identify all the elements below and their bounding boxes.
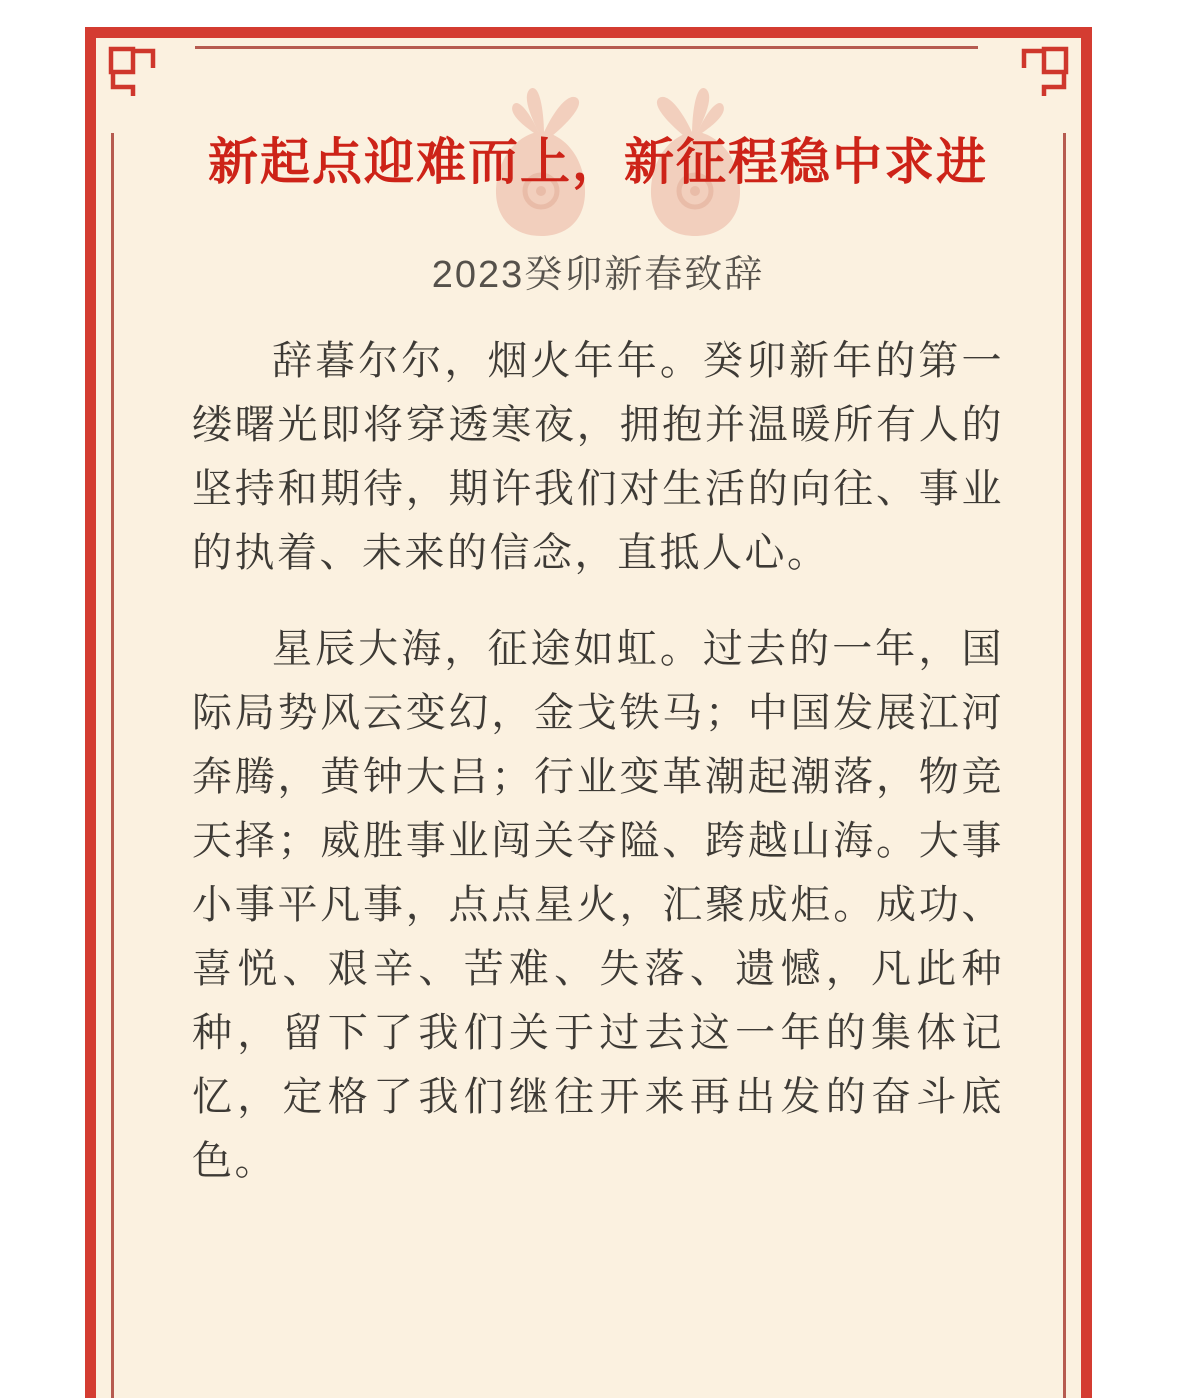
inner-border-right <box>1063 133 1066 1398</box>
body-paragraph: 星辰大海，征途如虹。过去的一年，国际局势风云变幻，金戈铁马；中国发展江河奔腾，黄钟大吕；行业变革潮起潮落，物竞天择；威胜事业闯关夺隘、跨越山海。大事小事平凡事，点点星火，汇聚成炬。成功、喜悦、艰辛、苦难、失落、遗憾，凡此种种，留下了我们关于过去这一年的集体记忆，定格了我们继往开来再出发的奋斗底色。 <box>192 627 1004 1183</box>
page-title: 新起点迎难而上，新征程稳中求进 <box>208 134 988 190</box>
greeting-card-frame <box>85 27 1092 1398</box>
body-paragraph: 辞暮尔尔，烟火年年。癸卯新年的第一缕曙光即将穿透寒夜，拥抱并温暖所有人的坚持和期待，期许我们对生活的向往、事业的执着、未来的信念，直抵人心。 <box>192 339 1004 575</box>
article-body <box>192 38 1004 1193</box>
fret-corner-ornament-icon <box>1017 46 1069 98</box>
fret-corner-ornament-icon <box>108 46 160 98</box>
page-subtitle: 2023癸卯新春致辞 <box>431 254 765 296</box>
inner-border-left <box>111 133 114 1398</box>
